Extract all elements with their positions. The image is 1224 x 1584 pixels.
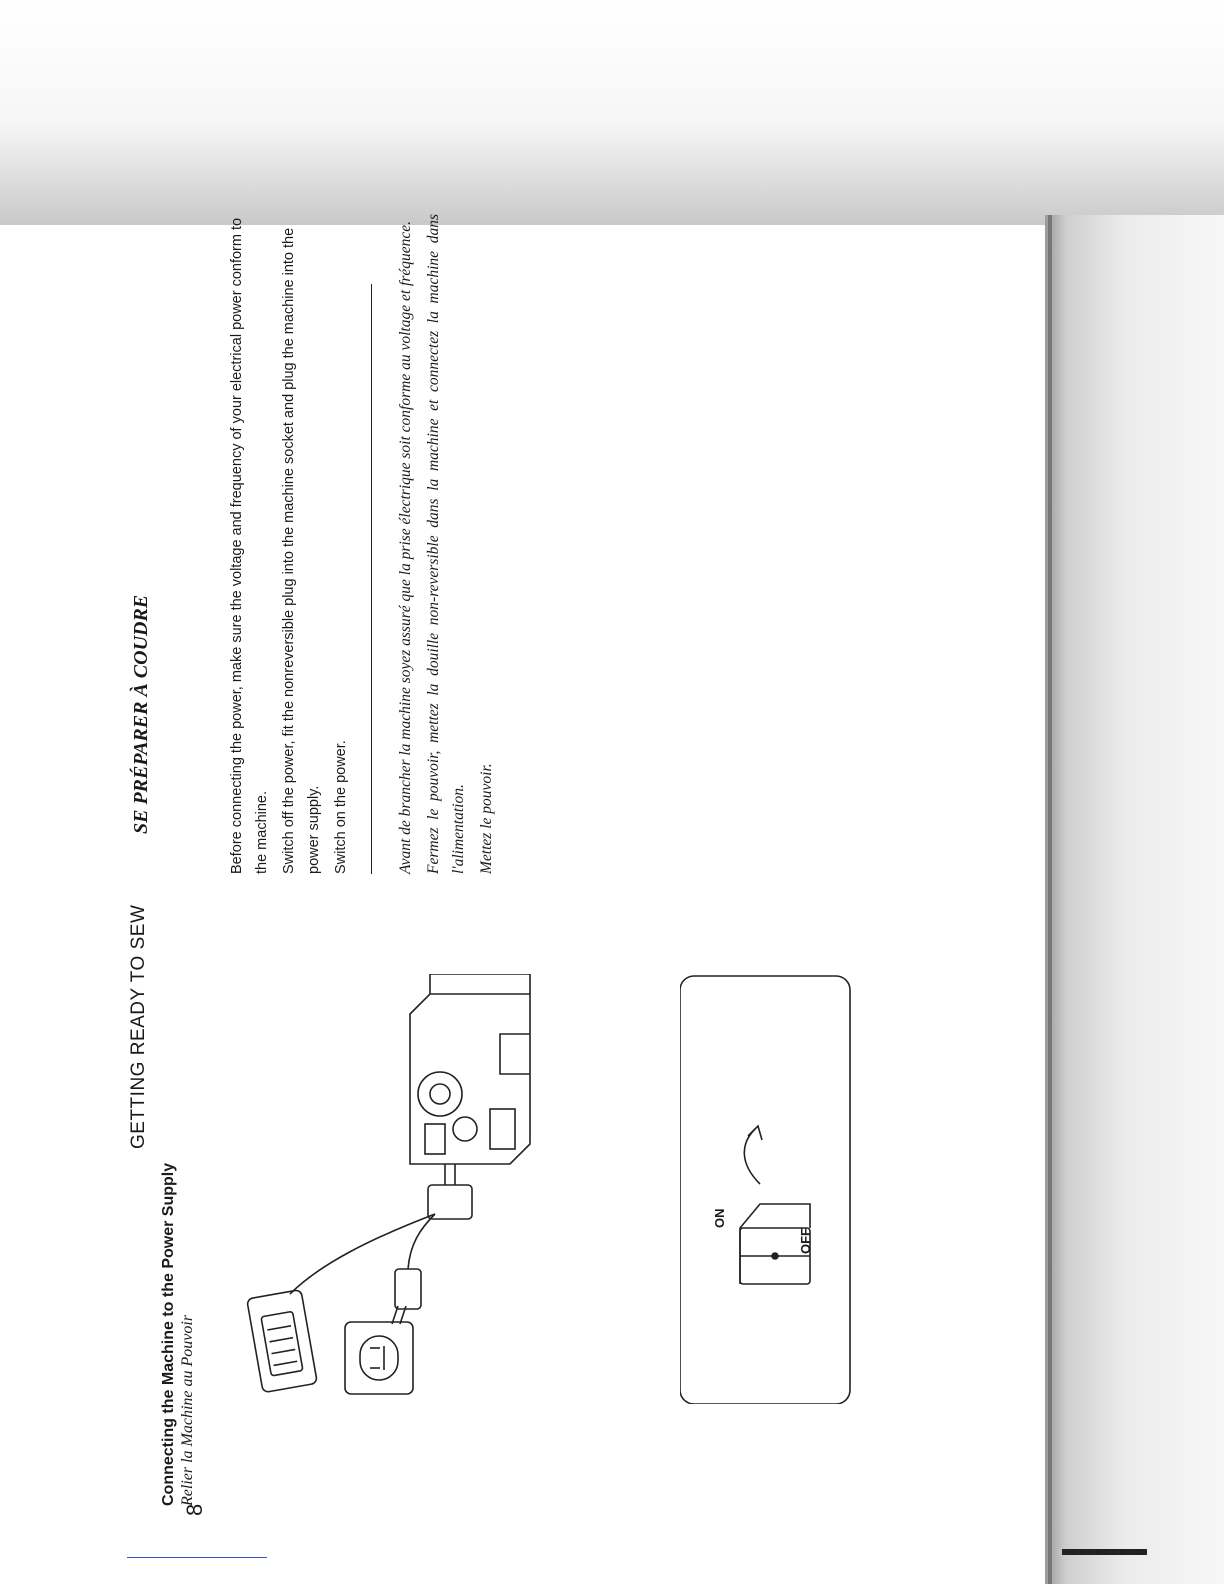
instructions-en [225,214,357,874]
subheading-en: Connecting the Machine to the Power Supply [160,1162,177,1506]
instruction-en-2: Switch off the power, fit the nonreversible plug into the machine socket and plug the machine into the power supply. [281,227,322,874]
rotation-arrow-icon [744,1126,762,1184]
section-title-en: GETTING READY TO SEW [128,904,149,1149]
switch-label-off: OFF [798,1228,813,1254]
power-switch-illustration [680,964,855,1404]
language-divider [371,284,372,874]
instruction-fr-2: Fermez le pouvoir, mettez la douille non-reversible dans la machine et connectez la machine dans l'alimentation. [425,214,467,874]
sewing-machine-icon [410,974,530,1164]
instruction-fr-1: Avant de brancher la machine soyez assuré que la prise électrique soit conforme au voltage et fréquence. [397,221,414,874]
switch-panel-frame [680,976,850,1404]
instructions-fr [393,214,502,874]
wall-outlet-icon [345,1322,413,1394]
power-plug-icon [392,1214,435,1324]
machine-connector-icon [428,1164,472,1219]
page-number: 8 [182,1503,207,1516]
instruction-fr-3: Mettez le pouvoir. [478,763,495,874]
power-connection-illustration [200,974,540,1514]
instruction-en-3: Switch on the power. [333,740,349,874]
section-title-fr: SE PRÉPARER À COUDRE [130,594,152,834]
instruction-en-1: Before connecting the power, make sure the voltage and frequency of your electrical power conform to the machine. [229,217,270,874]
foot-controller-icon [247,1214,435,1393]
subheading-fr: Relier la Machine au Pouvoir [179,1314,196,1506]
switch-label-on: ON [712,1208,727,1228]
